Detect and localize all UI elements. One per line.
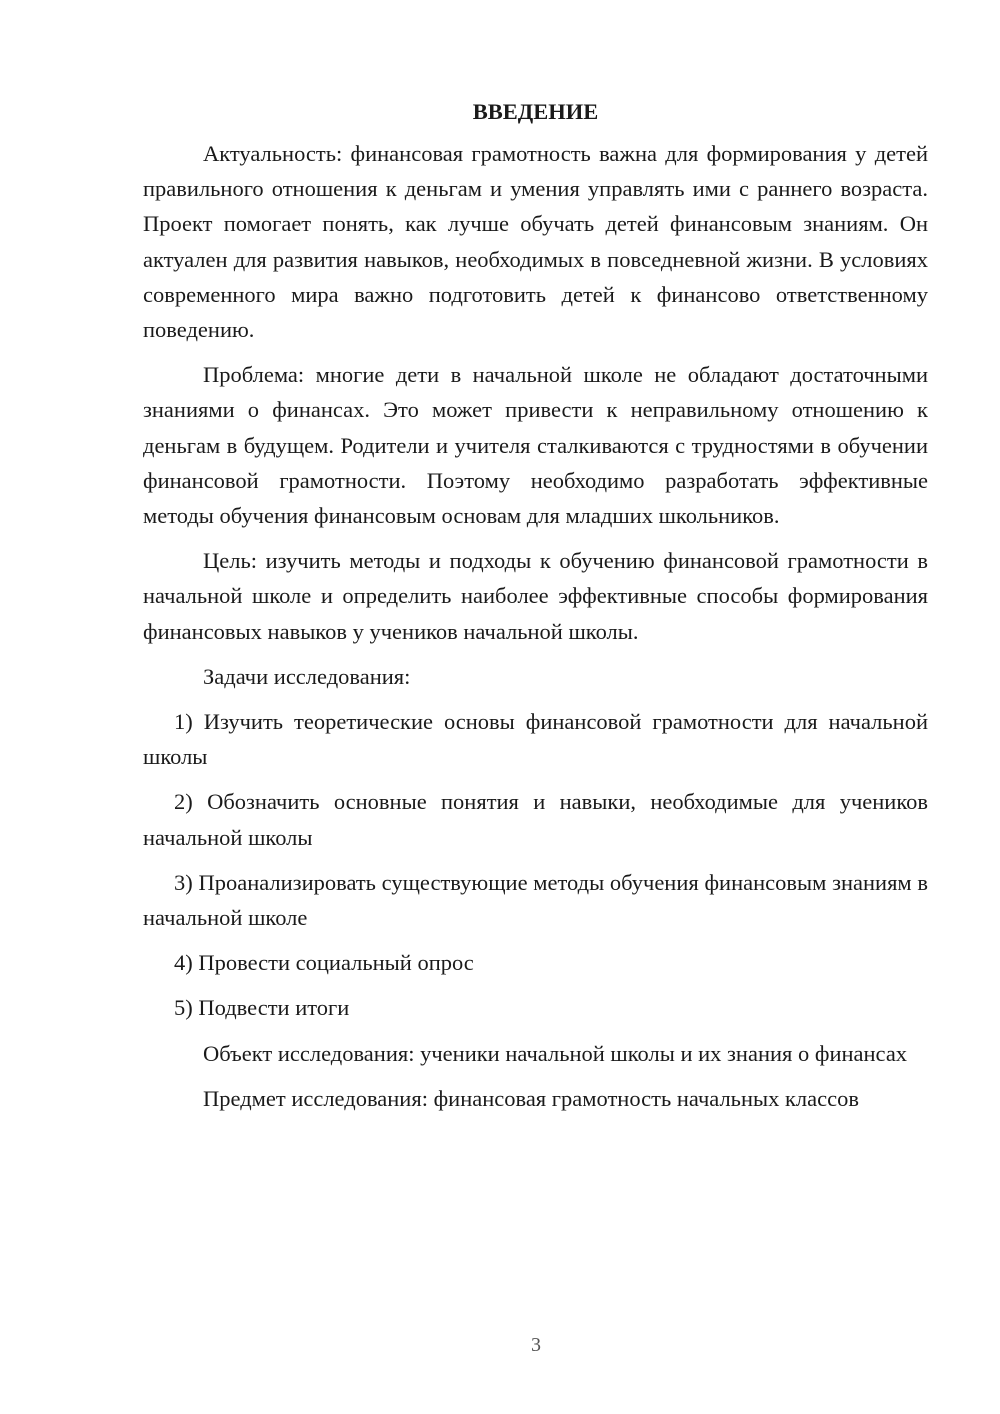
research-subject-paragraph: Предмет исследования: финансовая грамотность начальных классов xyxy=(203,1085,859,1111)
section-title: ВВЕДЕНИЕ xyxy=(472,99,599,124)
research-object-paragraph: Объект исследования: ученики начальной школы и их знания о финансах xyxy=(203,1040,908,1066)
relevance-paragraph: Актуальность: финансовая грамотность важна для формирования у детей правильного отношения к деньгам и умения управлять ими с раннего возраста. Проект помогает понять, как лучше обучать детей финансовым знаниям. Он актуален для развития навыков, необходимых в повседневной жизни. В условиях современного мира важно подготовить детей к финансово ответственному поведению. xyxy=(143,141,928,343)
document-body xyxy=(143,96,928,1126)
task-item: 1) Изучить теоретические основы финансовой грамотности для начальной школы xyxy=(143,709,928,770)
task-item: 4) Провести социальный опрос xyxy=(174,950,474,976)
task-item: 3) Проанализировать существующие методы обучения финансовым знаниям в начальной школе xyxy=(143,869,928,931)
task-item: 2) Обозначить основные понятия и навыки, необходимые для учеников начальной школы xyxy=(143,789,928,850)
tasks-heading: Задачи исследования: xyxy=(203,663,411,689)
page-number: 3 xyxy=(531,1334,541,1356)
goal-paragraph: Цель: изучить методы и подходы к обучению финансовой грамотности в начальной школе и определить наиболее эффективные способы формирования финансовых навыков у учеников начальной школы. xyxy=(143,548,928,644)
task-item: 5) Подвести итоги xyxy=(174,995,350,1021)
problem-paragraph: Проблема: многие дети в начальной школе не обладают достаточными знаниями о финансах. Это может привести к неправильному отношению к деньгам в будущем. Родители и учителя сталкиваются с трудностями в обучении финансовой грамотности. Поэтому необходимо разработать эффективные методы обучения финансовым основам для младших школьников. xyxy=(143,362,928,529)
